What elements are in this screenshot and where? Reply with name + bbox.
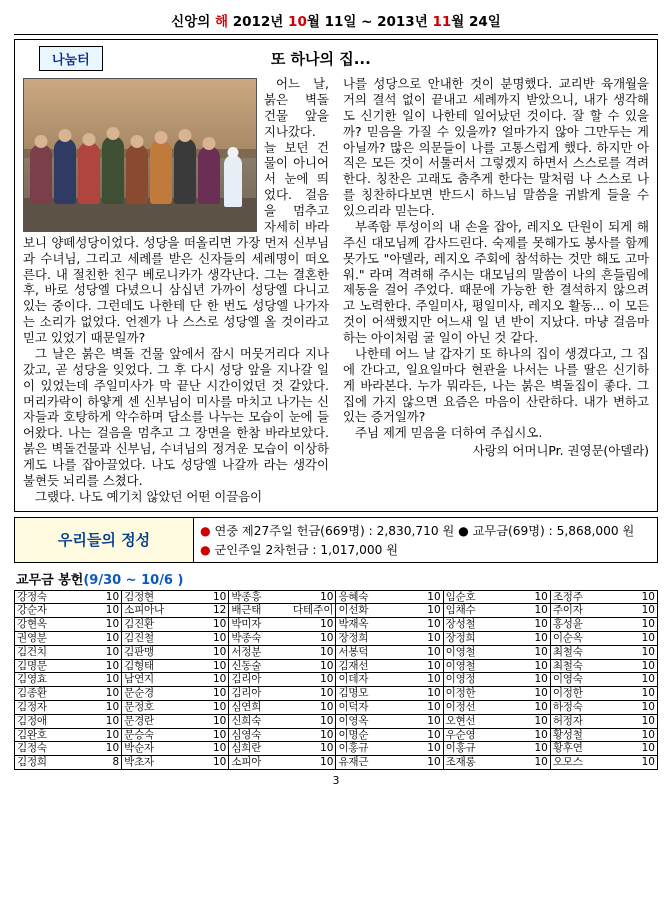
article-paragraph: 주님 제게 믿음을 더하여 주십시오. [355,425,543,441]
name-entry [229,742,336,756]
name-entry-amount: 10 [427,618,441,631]
name-entry-amount: 10 [105,673,120,686]
name-entry-name: 오모스 [552,756,583,769]
name-entry [229,618,336,632]
name-entry [229,660,336,674]
name-entry [551,715,658,729]
name-entry-name: 유재근 [338,756,369,769]
name-entry [229,632,336,646]
name-entry-amount: 10 [212,632,227,645]
name-entry-name: 이영숙 [552,673,583,686]
name-entry-name: 서정분 [231,645,262,658]
name-entry [229,715,336,729]
name-entry-amount: 10 [534,632,548,645]
name-entry-name: 김건치 [17,645,47,658]
name-entry [122,673,229,687]
name-entry-amount: 10 [212,590,227,603]
name-entry-amount: 10 [427,673,441,686]
name-entry-name: 김진철 [124,632,154,645]
name-entry-name: 박순자 [124,742,154,755]
name-entry [444,618,551,632]
name-entry [551,660,658,674]
donation-label: 우리들의 정성 [15,518,194,562]
name-entry-name: 황후연 [552,742,583,755]
name-entry-name: 김정희 [17,756,47,769]
bullet-icon: ● [200,542,211,557]
name-entry [15,646,122,660]
name-entry-amount: 10 [427,687,441,700]
name-entry-amount: 12 [212,604,227,617]
name-entry-name: 신동술 [231,659,262,672]
name-entry-name: 이영철 [445,659,476,672]
name-entry-name: 김형태 [124,659,154,672]
name-entry-name: 김정숙 [17,742,47,755]
name-entry-amount: 다테주이 [292,604,334,617]
name-entry [444,729,551,743]
name-entry-amount: 10 [320,756,334,769]
name-entry-amount: 10 [105,687,120,700]
statue [224,155,242,207]
name-entry-name: 김정자 [17,701,47,713]
name-entry [229,673,336,687]
name-entry-amount: 10 [641,673,655,686]
name-entry-name: 문경란 [124,714,154,727]
name-entry-name: 박종흥 [231,590,262,603]
name-entry-amount: 10 [534,728,548,741]
name-entry [15,632,122,646]
name-entry-amount: 10 [320,742,334,755]
name-entry-amount: 10 [105,714,120,727]
name-entry [336,632,443,646]
name-entry-name: 최철숙 [552,659,583,672]
name-entry-name: 배근태 [231,604,262,617]
name-entry-name: 박미자 [231,618,262,631]
page-number: 3 [332,773,340,787]
name-entry-name: 최철숙 [552,645,583,658]
name-entry [122,687,229,701]
name-entry-name: 박재옥 [338,618,369,631]
name-entry-amount: 10 [534,714,548,727]
name-entry-name: 강순자 [17,604,47,617]
name-entry-amount: 10 [105,604,120,617]
header-divider [14,34,658,35]
name-entry [444,673,551,687]
name-entry [336,742,443,756]
name-entry [336,756,443,770]
name-entry [15,591,122,605]
name-entry-amount: 10 [212,687,227,700]
name-entry-amount: 10 [534,659,548,672]
name-entry-amount: 10 [105,645,120,658]
name-entry-name: 이순옥 [552,632,583,645]
name-entry [336,660,443,674]
name-entry-amount: 10 [534,645,548,658]
name-entry-amount: 10 [427,590,441,603]
article-paragraph: 부족함 투성이의 내 손을 잡아, 레지오 단원이 되게 해 주신 대모님께 감사드린다. 숙제를 못해가도 봉사를 함께 못가도 "아델라, 레지오 주회에 참석하는 것만 해도 고마워." 라며 격려해 주시는 대모님의 말씀이 나의 흔들림에 제동을 걸어 주었다. 때문에 가능한 한 결석하지 않으려고 노력한다. 주일미사, 평일미사, 레지오 활동... 이 모든 것이 어색했지만 어느새 일 년 반이 지났다. 마냥 걸음마 하는 아이처럼 굴 일이 아닌 것 같다. [343,218,649,345]
name-entry [122,618,229,632]
donation-box [14,517,658,563]
name-entry-name: 김정애 [17,714,47,727]
name-entry-amount: 10 [320,728,334,741]
name-entry-name: 김진환 [124,618,154,631]
name-entry-name: 심영숙 [231,728,262,741]
name-entry [551,756,658,770]
article-header [23,46,649,71]
name-entry-amount: 10 [641,687,655,700]
names-grid [14,590,658,770]
name-entry-amount: 10 [427,728,441,741]
name-entry-name: 김완호 [17,728,47,741]
name-entry-name: 신희숙 [231,714,262,727]
name-entry-amount: 10 [641,645,655,658]
name-entry [336,729,443,743]
name-entry-amount: 10 [534,590,548,603]
name-entry [15,604,122,618]
name-entry-amount: 10 [105,632,120,645]
name-entry-name: 조재롱 [445,756,476,769]
name-entry [444,715,551,729]
name-entry [336,618,443,632]
name-entry-amount: 10 [320,714,334,727]
name-entry-amount: 10 [212,701,227,713]
name-entry-amount: 10 [641,659,655,672]
name-entry [122,715,229,729]
name-entry-amount: 10 [641,742,655,755]
name-entry-name: 장정희 [338,632,369,645]
name-entry-name: 이홍규 [445,742,476,755]
article-paragraph: 그 날은 붉은 벽돌 건물 앞에서 잠시 머뭇거리다 지나갔고, 곧 성당을 잊었다. 그 후 다시 성당 앞을 지나갈 일이 있었는데 주일미사가 막 끝난 시간이었던 것 같았다. 머리카락이 하얗게 센 신부님이 미사를 마치고 나가는 신자들과 호탕하게 악수하며 담소를 나누는 모습이 눈에 들어왔다. 나는 걸음을 멈추고 그 장면을 한참 바라보았다. 붉은 벽돌건물과 신부님, 수녀님의 정겨운 모습이 이상하게도 나를 잡아끌었다. 나도 성당엘 나갈까 라는 생각이 불현듯 뇌리를 스쳤다. [23,345,329,488]
name-entry [551,591,658,605]
article-signature: 사랑의 어머니Pr. 권영문(아델라) [472,443,649,459]
name-entry-name: 김판맹 [124,645,154,658]
name-entry-amount: 10 [320,659,334,672]
name-entry [15,742,122,756]
name-entry-amount: 10 [534,687,548,700]
name-entry-amount: 10 [641,728,655,741]
donation-line-text: 연중 제27주일 헌금(669명) : 2,830,710 원 [214,523,455,538]
name-entry-name: 이영옥 [338,714,369,727]
name-entry-name: 이홍규 [338,742,369,755]
page-header [14,8,658,34]
name-entry [229,687,336,701]
name-entry-name: 허정자 [552,714,583,727]
article-frame [14,39,658,512]
name-entry-amount: 10 [320,687,334,700]
name-entry [15,756,122,770]
name-entry [229,646,336,660]
article-paragraph: 그랬다. 나도 예기치 않았던 어떤 이끌음이 [35,488,263,504]
name-entry [551,687,658,701]
name-entry-amount: 10 [105,701,120,713]
name-entry-name: 소피아 [231,756,262,769]
name-entry-amount: 10 [641,756,655,769]
name-entry-amount: 10 [641,701,655,713]
names-title-range: (9/30 ~ 10/6 ) [83,572,184,588]
name-entry-name: 김재선 [338,659,369,672]
name-entry-name: 이영정 [445,673,476,686]
name-entry [229,729,336,743]
name-entry [551,729,658,743]
donation-line [200,540,651,559]
name-entry-amount: 10 [534,742,548,755]
name-entry-name: 이영철 [445,645,476,658]
article-title: 또 하나의 집... [270,50,371,68]
name-entry [444,632,551,646]
donation-line-text: 군인주일 2차헌금 : 1,017,000 원 [214,542,399,557]
name-entry-amount: 10 [427,659,441,672]
name-entry [15,687,122,701]
name-entry-amount: 10 [320,701,334,713]
name-entry [551,673,658,687]
name-entry [122,660,229,674]
name-entry-name: 박초자 [124,756,154,769]
name-entry [122,756,229,770]
name-entry [551,646,658,660]
name-entry-amount: 10 [427,632,441,645]
name-entry-amount: 10 [212,618,227,631]
name-entry-name: 서봉덕 [338,645,369,658]
name-entry [229,604,336,618]
name-entry-amount: 10 [320,632,334,645]
name-entry-amount: 10 [320,590,334,603]
name-entry-amount: 10 [212,645,227,658]
name-entry [444,756,551,770]
name-entry [336,701,443,715]
article-paragraph: 어느 날, 붉은 벽돌 건물 앞을 지나갔다. 늘 보던 건물이 아니어서 눈에 띄었다. 걸음을 멈추고 자세히 바라보니 양떼성당이었다. 성당을 떠올리면 가장 먼저 신부님과 수녀님, 그리고 세례를 받은 신자들의 세례명이 떠오른다. 내 절친한 친구 베로니카가 생각난다. 그는 결혼한 후, 바로 성당엘 다녔으니 삼십년 가까이 성당엘 다니고 있는 중이다. 그런데도 나한테 단 한 번도 성당엘 나가자는 소리가 없었다. 언젠가 나 스스로 성당엘 올 것이라고 믿고 있었기 때문일까? [23,76,329,345]
name-entry [336,604,443,618]
name-entry-name: 박종숙 [231,632,262,645]
header-seg-1: 신앙의 [171,14,215,30]
name-entry-name: 강현옥 [17,618,47,631]
name-entry-name: 김종환 [17,687,47,700]
name-entry-amount: 10 [641,632,655,645]
photo-people [24,134,256,204]
name-entry-amount: 10 [105,590,120,603]
name-entry-amount: 10 [212,728,227,741]
name-entry-amount: 10 [641,714,655,727]
name-entry-name: 하정숙 [552,701,583,713]
name-entry [444,701,551,715]
name-entry [15,660,122,674]
name-entry [444,646,551,660]
name-entry [122,632,229,646]
name-entry [444,604,551,618]
header-seg-4: 10 [288,14,307,30]
name-entry-name: 문정호 [124,701,154,713]
name-entry-amount: 10 [212,714,227,727]
name-entry-amount: 10 [212,756,227,769]
name-entry-amount: 10 [427,604,441,617]
article-columns [23,76,649,505]
names-title-prefix: 교무금 봉헌 [16,572,84,588]
name-entry-amount: 10 [320,645,334,658]
name-entry [444,591,551,605]
name-entry [15,715,122,729]
name-entry-name: 문승숙 [124,728,154,741]
name-entry [444,687,551,701]
name-entry [551,632,658,646]
name-entry-name: 이선화 [338,604,369,617]
name-entry [229,701,336,715]
name-entry-name: 김영효 [17,673,47,686]
names-section-title [16,569,658,588]
article-column-left [23,76,329,505]
name-entry [122,729,229,743]
name-entry-amount: 10 [534,673,548,686]
name-entry-name: 홍성윤 [552,618,583,631]
name-entry-name: 이데자 [338,673,369,686]
name-entry-name: 장성철 [445,618,476,631]
name-entry-amount: 10 [427,742,441,755]
name-entry [15,673,122,687]
name-entry-amount: 10 [641,618,655,631]
name-entry [444,742,551,756]
name-entry-amount: 8 [112,756,120,769]
name-entry-name: 임순호 [445,590,476,603]
name-entry-name: 황성철 [552,728,583,741]
donation-line [200,521,651,540]
name-entry-name: 이명순 [338,728,369,741]
name-entry [336,646,443,660]
name-entry [444,660,551,674]
name-entry-name: 조정주 [552,590,583,603]
name-entry-name: 문순경 [124,687,154,700]
name-entry [551,742,658,756]
header-seg-5: 월 11일 ~ 2013년 [306,14,433,30]
name-entry [336,591,443,605]
name-entry-amount: 10 [105,659,120,672]
name-entry-name: 주이자 [552,604,583,617]
article-paragraph: 나를 성당으로 안내한 것이 분명했다. 교리반 육개월을 거의 결석 없이 끝내고 세례까지 받았으니, 내가 생각해도 신기한 일이 나한테 일어났던 것이다. 잘 할 수 있을까? 믿음을 가질 수 있을까? 얼마가지 않아 그만두는 게 아닐까? 많은 의문들이 나를 고통스럽게 했다. 하지만 아직은 모든 것이 서툴러서 그렇겠지 하면서 스스로를 격려한다. 칭찬은 고래도 춤추게 한다는 말처럼 나 스스로 나를 칭찬하다보면 반드시 하느님 말씀을 귀밝게 들을 수 있으리라 믿는다. [343,76,649,218]
name-entry-name: 심희란 [231,742,262,755]
name-entry-amount: 10 [320,673,334,686]
name-entry-amount: 10 [105,742,120,755]
name-entry-name: 김리아 [231,687,262,700]
name-entry-name: 김리아 [231,673,262,686]
name-entry-name: 강정숙 [17,590,47,603]
name-entry-amount: 10 [212,659,227,672]
name-entry [122,701,229,715]
header-seg-6: 11 [432,14,452,30]
name-entry-amount: 10 [105,618,120,631]
donation-line-extra: ● 교무금(69명) : 5,868,000 원 [458,523,635,538]
name-entry-amount: 10 [427,714,441,727]
name-entry-name: 김명문 [17,659,47,672]
name-entry-name: 심연희 [231,701,262,713]
name-entry-name: 응혜숙 [338,590,369,603]
name-entry-amount: 10 [320,618,334,631]
name-entry-name: 우순영 [445,728,476,741]
name-entry [122,604,229,618]
name-entry [336,673,443,687]
name-entry-name: 임채수 [445,604,476,617]
name-entry-name: 김명모 [338,687,369,700]
header-seg-7: 월 24일 [451,14,501,30]
name-entry-name: 이정한 [445,687,476,700]
article-column-right [343,76,649,505]
bullet-icon: ● [200,523,211,538]
name-entry-amount: 10 [427,645,441,658]
name-entry-amount: 10 [534,756,548,769]
donation-lines [194,518,657,562]
name-entry-name: 오현선 [445,714,476,727]
section-badge: 나눔터 [39,46,103,71]
name-entry [229,756,336,770]
name-entry [15,618,122,632]
name-entry [336,715,443,729]
name-entry-amount: 10 [641,604,655,617]
name-entry [122,646,229,660]
name-entry-name: 이덕자 [338,701,369,713]
name-entry-amount: 10 [534,618,548,631]
name-entry [336,687,443,701]
name-entry-amount: 10 [212,673,227,686]
name-entry-amount: 10 [641,590,655,603]
name-entry-name: 소피아나 [124,604,164,617]
name-entry [551,701,658,715]
name-entry [229,591,336,605]
name-entry-name: 장정희 [445,632,476,645]
name-entry [551,604,658,618]
group-photo [23,78,257,232]
name-entry-amount: 10 [212,742,227,755]
name-entry [551,618,658,632]
name-entry-name: 이정한 [552,687,583,700]
name-entry-amount: 10 [105,728,120,741]
header-seg-2: 해 [214,14,229,30]
name-entry [15,701,122,715]
name-entry-name: 이정선 [445,701,476,713]
name-entry-name: 권영분 [17,632,47,645]
name-entry-amount: 10 [534,701,548,713]
name-entry [122,742,229,756]
name-entry [15,729,122,743]
name-entry-name: 남연지 [124,673,154,686]
name-entry [122,591,229,605]
header-seg-3: 2012년 [228,14,289,30]
name-entry-amount: 10 [534,604,548,617]
name-entry-amount: 10 [427,756,441,769]
name-entry-name: 김정현 [124,590,154,603]
name-entry-amount: 10 [427,701,441,713]
article-paragraph: 나한테 어느 날 갑자기 또 하나의 집이 생겼다고, 그 집에 간다고, 일요일마다 현관을 나서는 나를 딸은 신기하게 바라본다. 누가 뭐라든, 나는 붉은 벽돌집이 좋다. 그 집에 가지 않으면 요즘은 마음이 산란하다. 내가 변하고 있는 증거일까? [343,345,649,425]
